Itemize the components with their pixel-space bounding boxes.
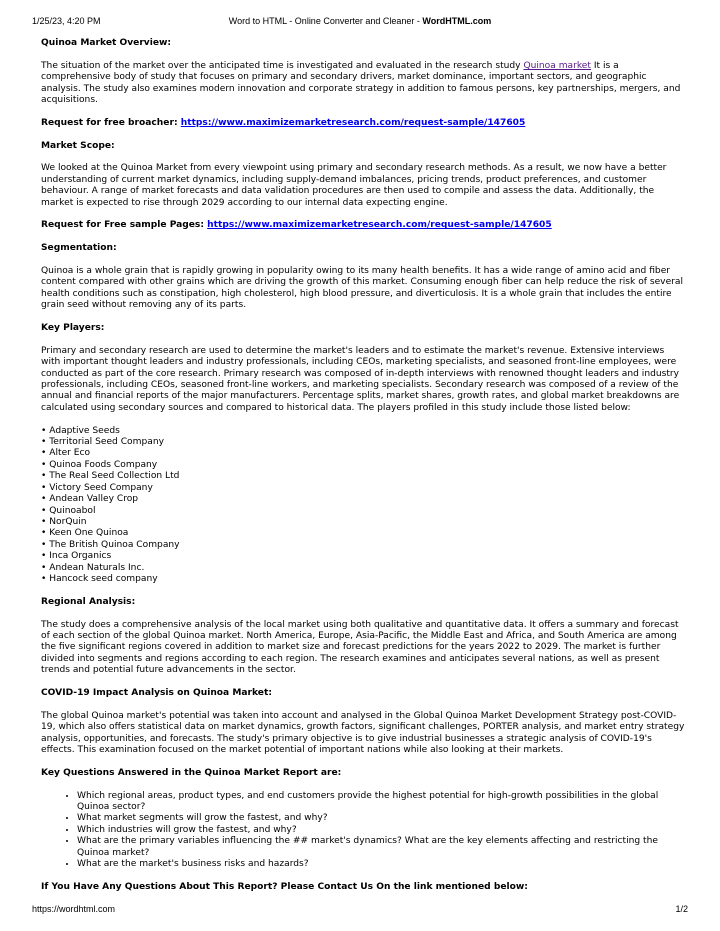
list-item: • What are the primary variables influencing the ## market's dynamics? What are the key elements affecting and restricting the Quinoa market? (77, 836, 686, 859)
regional-paragraph: The study does a comprehensive analysis of the local market using both qualitative and quantitative data. It offers a summary and forecast of each section of the global Quinoa market. North America, Europe, Asia-Pacific, the Middle East and Africa, and South America are among the five significant regions covered in addition to market size and forecast predictions for the years 2022 to 2029. The market is further divided into segments and regions according to each region. The research examines and anticipates several nations, as well as present trends and potential future advancements in the sector. (41, 619, 679, 676)
print-page-title-text: Word to HTML - Online Converter and Cleaner - (228, 16, 423, 26)
regional-heading: Regional Analysis: (41, 596, 136, 607)
scope-heading: Market Scope: (41, 140, 115, 151)
list-item: • NorQuin (41, 516, 87, 527)
request-broacher-label: Request for free broacher: (41, 117, 181, 128)
print-datetime: 1/25/23, 4:20 PM (32, 16, 101, 26)
key-players-heading: Key Players: (41, 323, 105, 334)
list-item: • Alter Eco (41, 448, 91, 459)
list-item: • What are the market's business risks and hazards? (77, 859, 686, 870)
overview-text-end: It is a comprehensive body of study that focuses on primary and secondary drivers, market dominance, important sectors, and geographic analysis. The study also examines modern innovation and corporate strategy in addition to famous persons, key partnerships, mergers, and acquisitions. (41, 60, 681, 106)
list-item: • Victory Seed Company (41, 482, 153, 493)
print-page-title-brand: WordHTML.com (422, 16, 492, 26)
quinoa-market-link[interactable]: Quinoa market (523, 60, 591, 71)
list-item: • Which industries will grow the fastest, and why? (77, 825, 686, 836)
key-players-list (41, 426, 686, 586)
document-body (41, 38, 686, 905)
list-item: • What market segments will grow the fastest, and why? (77, 813, 686, 824)
list-item: • The Real Seed Collection Ltd (41, 471, 180, 482)
list-item: • Adaptive Seeds (41, 425, 120, 436)
questions-heading: Key Questions Answered in the Quinoa Market Report are: (41, 767, 342, 778)
overview-heading: Quinoa Market Overview: (41, 38, 172, 48)
questions-list (41, 791, 686, 871)
request-sample-label: Request for Free sample Pages: (41, 220, 208, 231)
scope-paragraph: We looked at the Quinoa Market from every viewpoint using primary and secondary research methods. As a result, we now have a better understanding of current market dynamics, including supply-demand imbalances, pricing trends, product preferences, and customer behaviour. A range of market forecasts and data validation procedures are then used to compile and assess the data. Additionally, the market is expected to rise through 2029 according to our internal data expecting engine. (41, 163, 667, 208)
list-item: • The British Quinoa Company (41, 539, 180, 550)
list-item: • Andean Valley Crop (41, 494, 139, 505)
list-item: • Which regional areas, product types, and end customers provide the highest potential for high-growth possibilities in the global Quinoa sector? (77, 791, 686, 814)
segmentation-heading: Segmentation: (41, 243, 117, 254)
request-sample-line (41, 220, 686, 231)
print-page-number: 1/2 (675, 904, 688, 914)
list-item: • Hancock seed company (41, 573, 158, 584)
overview-text-start: The situation of the market over the anticipated time is investigated and evaluated in the research study (41, 60, 524, 71)
list-item: • Quinoabol (41, 505, 96, 516)
request-sample-link[interactable]: https://www.maximizemarketresearch.com/request-sample/147605 (207, 220, 552, 231)
key-players-paragraph: Primary and secondary research are used to determine the market's leaders and to estimate the market's revenue. Extensive interviews with important thought leaders and industry professionals, including CEOs, marketing specialists, and seasoned front-line employees, were conducted as part of the core research. Primary research was composed of in-depth interviews with renowned thought leaders and industry professionals, including CEOs, seasoned front-line workers, and marketing specialists. Secondary research was composed of a review of the annual and financial reports of the major manufacturers. Percentage splits, market shares, growth rates, and global market breakdowns are calculated using secondary sources and compared to historical data. The players profiled in this study include those listed below: (41, 345, 680, 413)
list-item: • Territorial Seed Company (41, 437, 164, 448)
overview-paragraph (41, 61, 686, 107)
covid-heading: COVID-19 Impact Analysis on Quinoa Market: (41, 687, 272, 698)
print-page-title (32, 16, 688, 27)
contact-heading: If You Have Any Questions About This Report? Please Contact Us On the link mentioned below: (41, 881, 528, 892)
covid-paragraph: The global Quinoa market's potential was taken into account and analysed in the Global Quinoa Market Development Strategy post-COVID-19, which also offers statistical data on market dynamics, growth factors, significant challenges, PORTER analysis, and market entry strategy analysis, opportunities, and forecasts. The study's primary objective is to give industrial businesses a strategic analysis of COVID-19's effects. This examination focused on the market potential of important nations while also looking at their markets. (41, 710, 685, 755)
print-footer-url: https://wordhtml.com (32, 904, 116, 914)
segmentation-paragraph: Quinoa is a whole grain that is rapidly growing in popularity owing to its many health benefits. It has a wide range of amino acid and fiber content compared with other grains which are driving the growth of this market. Consuming enough fiber can help reduce the risk of several health conditions such as constipation, high cholesterol, high blood pressure, and diverticulosis. It is a whole grain that includes the entire grain seed without removing any of its parts. (41, 266, 683, 311)
request-broacher-link[interactable]: https://www.maximizemarketresearch.com/request-sample/147605 (180, 117, 526, 128)
list-item: • Quinoa Foods Company (41, 459, 158, 470)
list-item: • Keen One Quinoa (41, 528, 129, 539)
request-broacher-line (41, 118, 686, 129)
list-item: • Andean Naturals Inc. (41, 562, 145, 573)
list-item: • Inca Organics (41, 551, 112, 562)
